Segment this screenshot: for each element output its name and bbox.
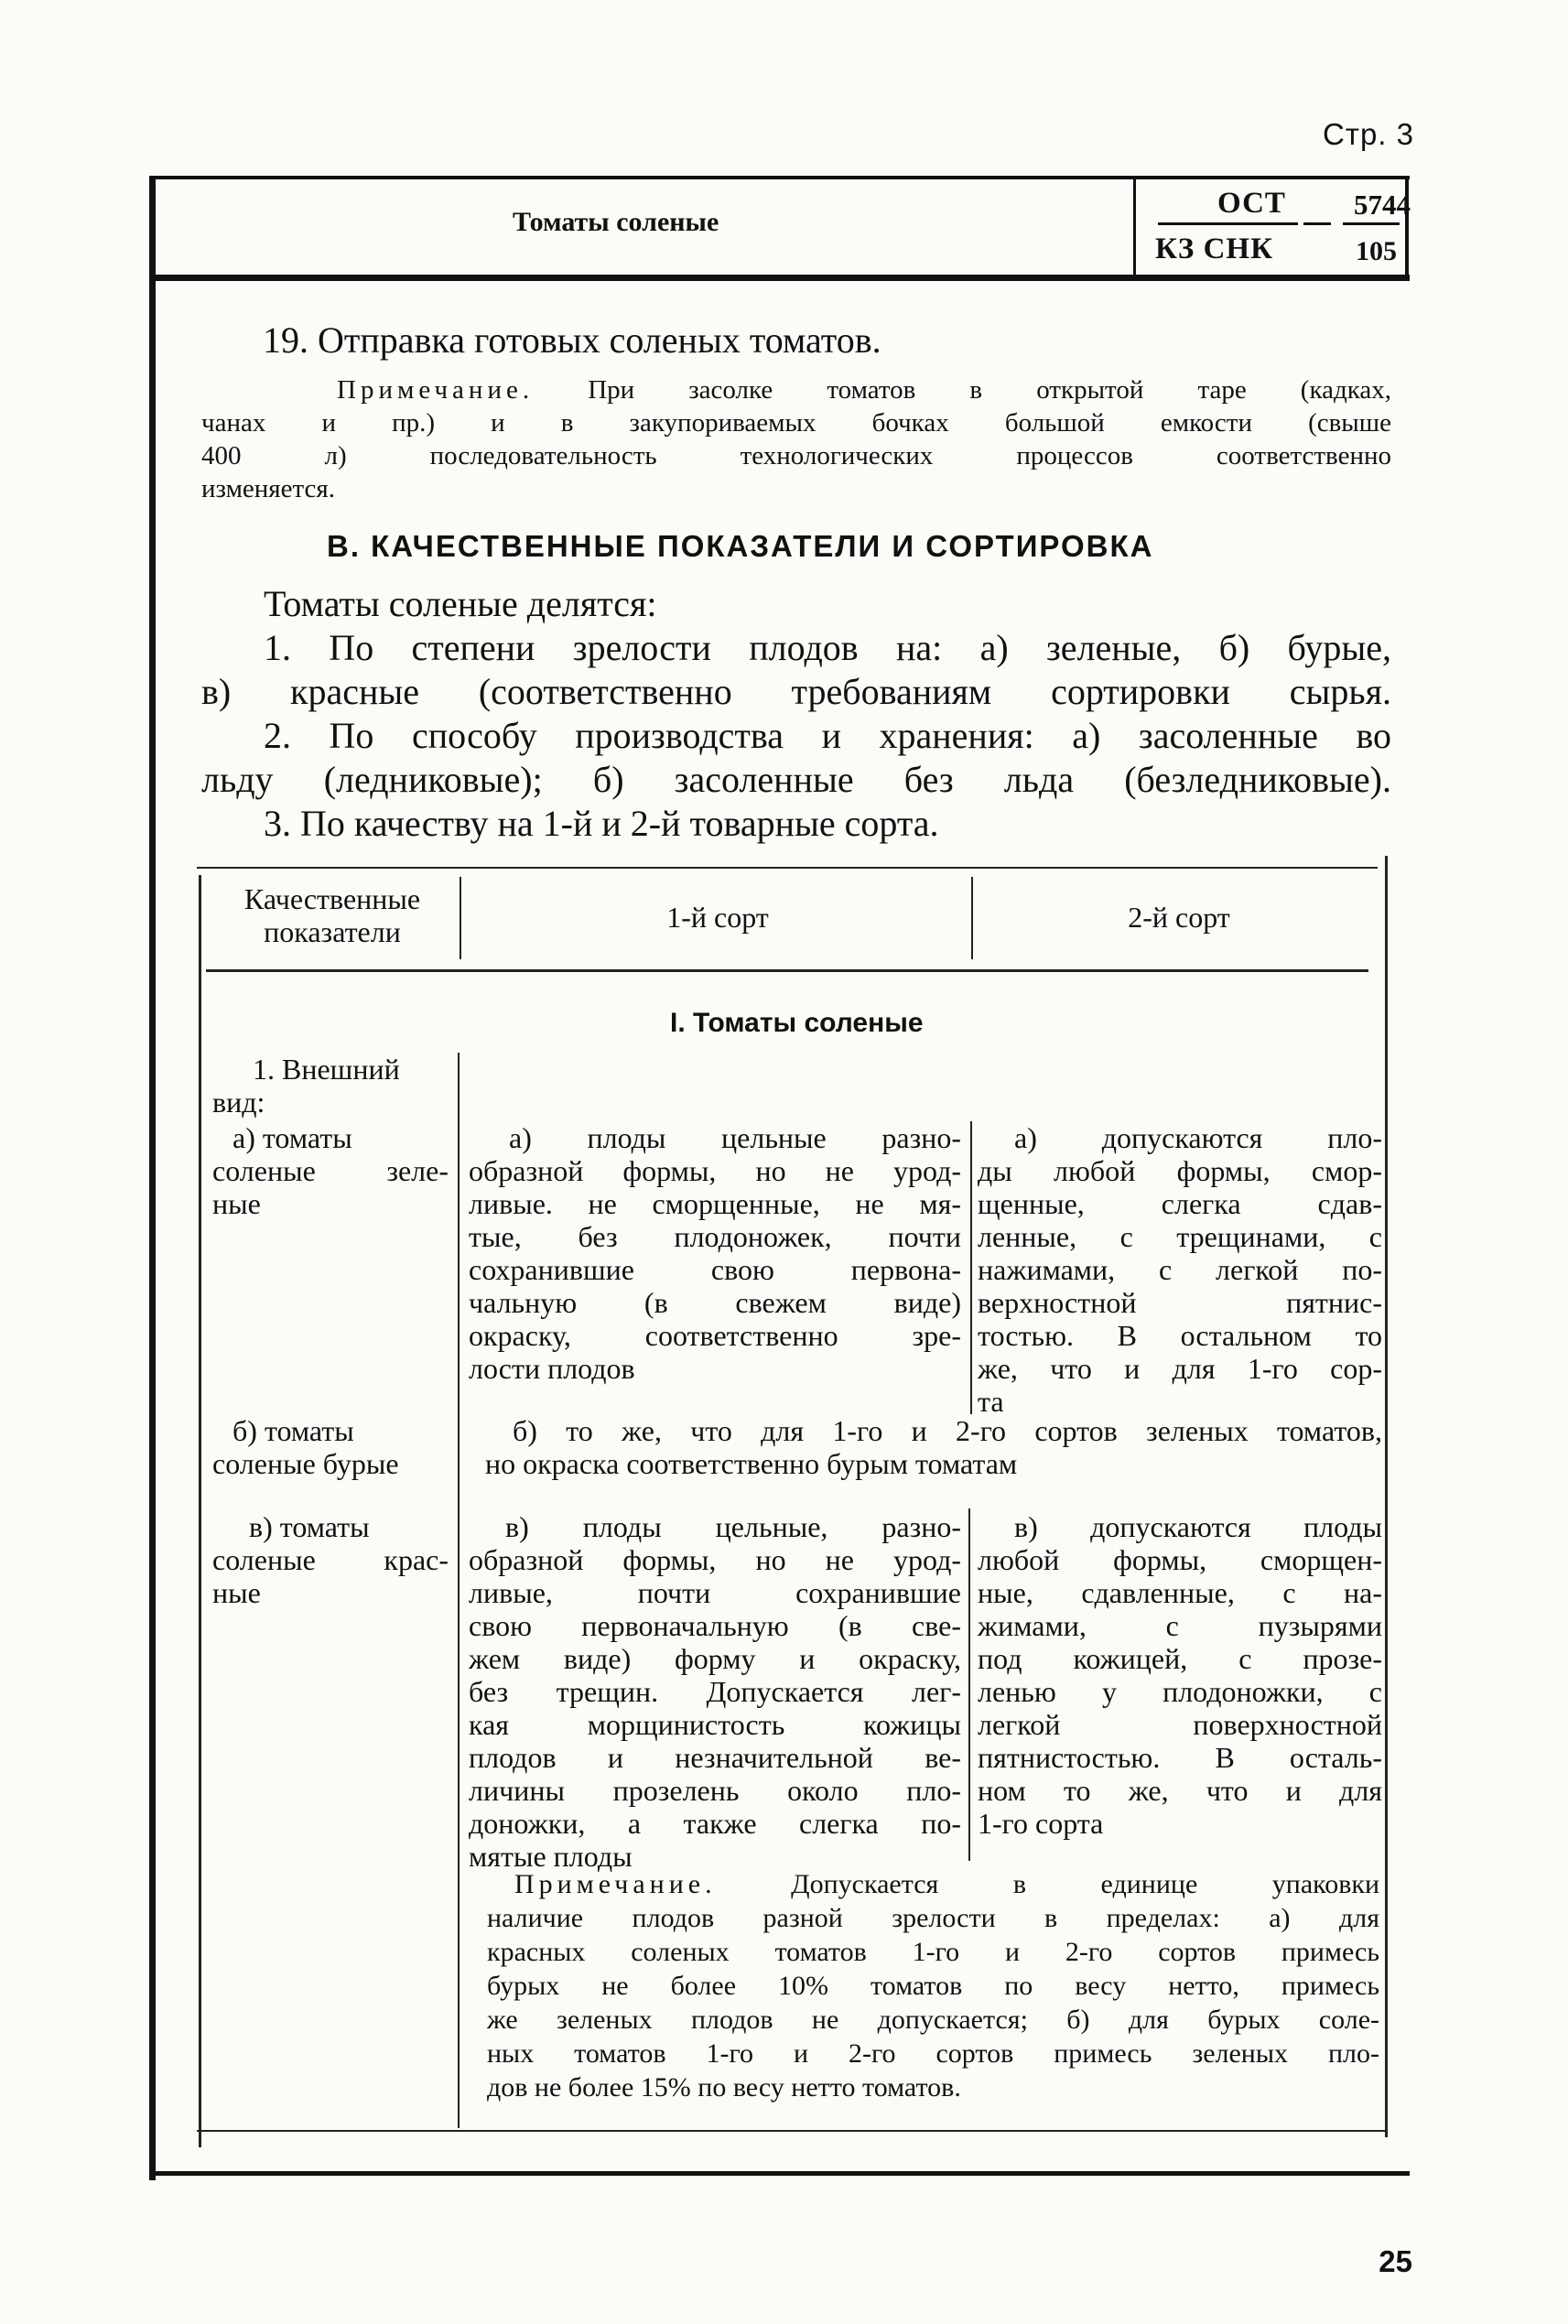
note-line: Примечание. При засолке томатов в открытой таре (кадках, — [337, 375, 1392, 405]
intro-line: 2. По способу производства и хранения: а) засоленные во — [264, 715, 1391, 756]
section-title: В. КАЧЕСТВЕННЫЕ ПОКАЗАТЕЛИ И СОРТИРОВКА — [327, 529, 1154, 563]
code-dash — [1303, 222, 1331, 225]
intro-line: Томаты соленые делятся: — [264, 583, 657, 624]
note-line: 400 л) последовательность технологических процессов соответственно — [201, 441, 1391, 470]
body-col-divider-2a — [970, 1121, 972, 1414]
table-note-line: наличие плодов разной зрелости в пределах: а) для — [487, 1903, 1379, 1933]
intro-line: в) красные (соответственно требованиям сортировки сырья. — [201, 671, 1391, 712]
header-col-divider-1 — [460, 877, 461, 959]
body-col-divider-1 — [458, 1053, 460, 2128]
intro-line: льду (ледниковые); б) засоленные без льда (безледниковые). — [201, 759, 1391, 800]
table-top-rule — [197, 867, 1378, 869]
frame-bottom-rule — [156, 2171, 1410, 2176]
standard-number-top: 5744 — [1354, 189, 1411, 221]
code-fraction-rule-2 — [1343, 222, 1400, 225]
intro-line: 3. По качеству на 1-й и 2-й товарные сорта. — [264, 803, 939, 844]
row-intro: 1. Внешний вид: — [212, 1053, 400, 1119]
standard-code-top: ОСТ — [1217, 187, 1286, 220]
row-c-label: в) томаты соленые крас- ные — [212, 1510, 449, 1609]
table-note-line: ных томатов 1-го и 2-го сортов примесь зеленых пло- — [487, 2038, 1379, 2069]
standard-number-bottom: 105 — [1356, 236, 1397, 266]
col-header-sort2: 2-й сорт — [1128, 901, 1230, 934]
note-line: изменяется. — [201, 474, 336, 503]
table-header-rule — [206, 969, 1368, 972]
table-note-line: красных соленых томатов 1-го и 2-го сортов примесь — [487, 1937, 1379, 1967]
table-note-label: Примечание. — [514, 1869, 717, 1899]
code-fraction-rule — [1158, 222, 1298, 225]
note-line: чанах и пр.) и в закупориваемых бочках большой емкости (свыше — [201, 408, 1391, 438]
table-note-line: дов не более 15% по весу нетто томатов. — [487, 2072, 961, 2102]
table-note — [487, 1867, 1379, 2104]
row-c-sort2: в) допускаются плоды любой формы, сморщен- ные, сдавленные, с на- жимами, с пузырями под кожицей, с прозе- ленью у плодоножки, с легкой поверхностной пятнистостью. В осталь- ном то же, что и для 1-го сорта — [978, 1510, 1382, 1840]
col-header-indicators: Качественные показатели — [243, 882, 421, 948]
page-label: Стр. 3 — [1323, 117, 1414, 151]
row-b-label: б) томаты соленые бурые — [212, 1414, 399, 1480]
intro-block — [201, 582, 1391, 846]
frame-left-rule — [149, 176, 156, 2180]
row-a-sort2: а) допускаются пло- ды любой формы, смор- щенные, слегка сдав- ленные, с трещинами, с нажимами, с легкой по- верхностной пятнис- тостью. В остальном то же, что и для 1-го сор- та — [978, 1121, 1382, 1418]
header-col-divider-2 — [971, 877, 973, 959]
header-divider — [1133, 179, 1136, 275]
document-title: Томаты соленые — [513, 207, 719, 237]
table-bottom-rule — [197, 2130, 1387, 2132]
body-col-divider-2b — [968, 1508, 970, 1861]
table-note-line: Примечание. Допускается в единице упаковки — [514, 1869, 1379, 1899]
intro-line: 1. По степени зрелости плодов на: а) зеленые, б) бурые, — [264, 627, 1391, 668]
frame-top-rule — [156, 176, 1410, 179]
table-right-rule — [1385, 856, 1388, 2137]
row-b-text: б) то же, что для 1-го и 2-го сортов зеленых томатов, но окраска соответственно бурым томатам — [485, 1414, 1382, 1480]
page-number: 25 — [1379, 2244, 1412, 2278]
note-block — [201, 373, 1391, 505]
group-title: I. Томаты соленые — [670, 1008, 924, 1038]
table-left-rule — [199, 875, 201, 2147]
table-note-line: же зеленых плодов не допускается; б) для бурых соле- — [487, 2005, 1379, 2035]
note-label: Примечание. — [337, 375, 535, 405]
row-c-sort1: в) плоды цельные, разно- образной формы, но не урод- ливые, почти сохранившие свою первоначальную (в све- жем виде) форму и окраску, без трещин. Допускается лег- кая морщинистость кожицы плодов и незначительной ве- личины прозелень около пло- доножки, а также слегка по- мятые плоды — [469, 1510, 961, 1873]
row-a-label: а) томаты соленые зеле- ные — [212, 1121, 449, 1220]
row-a-sort1: а) плоды цельные разно- образной формы, но не урод- ливые. не сморщенные, не мя- тые, без плодоножек, почти сохранившие свою первона- чальную (в свежем виде) окраску, соответственно зре- лости плодов — [469, 1121, 961, 1385]
standard-code-bottom: КЗ СНК — [1155, 232, 1274, 265]
header-bottom-rule — [156, 275, 1410, 281]
col-header-sort1: 1-й сорт — [666, 901, 769, 934]
table-note-line: бурых не более 10% томатов по весу нетто, примесь — [487, 1971, 1379, 2001]
step-19: 19. Отправка готовых соленых томатов. — [263, 319, 881, 361]
